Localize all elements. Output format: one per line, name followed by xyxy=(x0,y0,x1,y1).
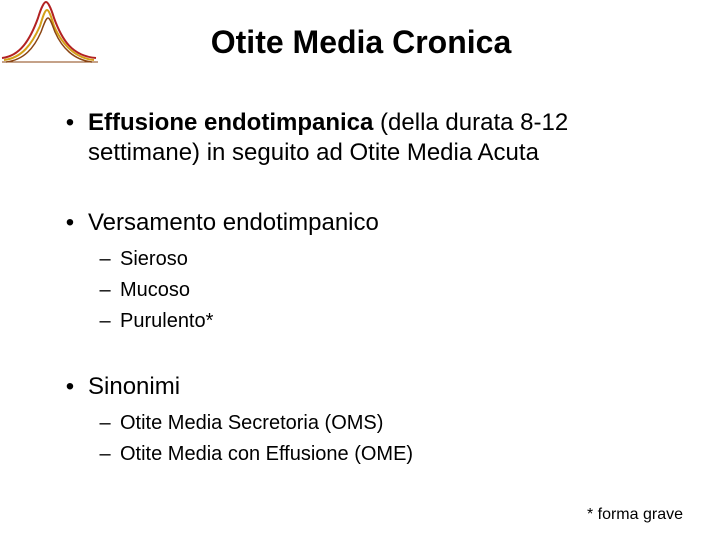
bullet-text: (della durata 8-12 settimane) in seguito ad Otite Media Acuta xyxy=(88,109,569,166)
sub-item-text: Purulento* xyxy=(120,310,214,332)
dash-marker: – xyxy=(99,412,111,434)
dash-marker: – xyxy=(99,443,111,465)
sub-item-oms xyxy=(58,408,678,439)
bullet-text: Sinonimi xyxy=(88,373,181,400)
sub-item-text: Mucoso xyxy=(120,279,191,301)
dash-marker: – xyxy=(99,310,111,332)
sinonimi-subitems xyxy=(58,408,678,470)
sub-item-text: Otite Media con Effusione (OME) xyxy=(120,443,414,465)
dash-marker: – xyxy=(99,248,111,270)
sub-item-mucoso xyxy=(58,275,678,306)
sub-item-purulento xyxy=(58,306,678,337)
bullet-effusione xyxy=(58,108,678,168)
footnote: * forma grave xyxy=(586,506,683,523)
versamento-subitems xyxy=(58,244,678,337)
slide-title: Otite Media Cronica xyxy=(210,24,512,60)
bullet-marker: • xyxy=(65,109,75,136)
sub-item-sieroso xyxy=(58,244,678,275)
bullet-sinonimi xyxy=(58,372,678,470)
dash-marker: – xyxy=(99,279,111,301)
bullet-versamento xyxy=(58,208,678,337)
sub-item-ome xyxy=(58,439,678,470)
sub-item-text: Sieroso xyxy=(120,248,188,270)
bullet-marker: • xyxy=(65,373,75,400)
sub-item-text: Otite Media Secretoria (OMS) xyxy=(120,412,384,434)
bullet-marker: • xyxy=(65,209,75,236)
bullet-text: Versamento endotimpanico xyxy=(88,209,379,236)
bullet-bold-text: Effusione endotimpanica xyxy=(88,109,374,136)
